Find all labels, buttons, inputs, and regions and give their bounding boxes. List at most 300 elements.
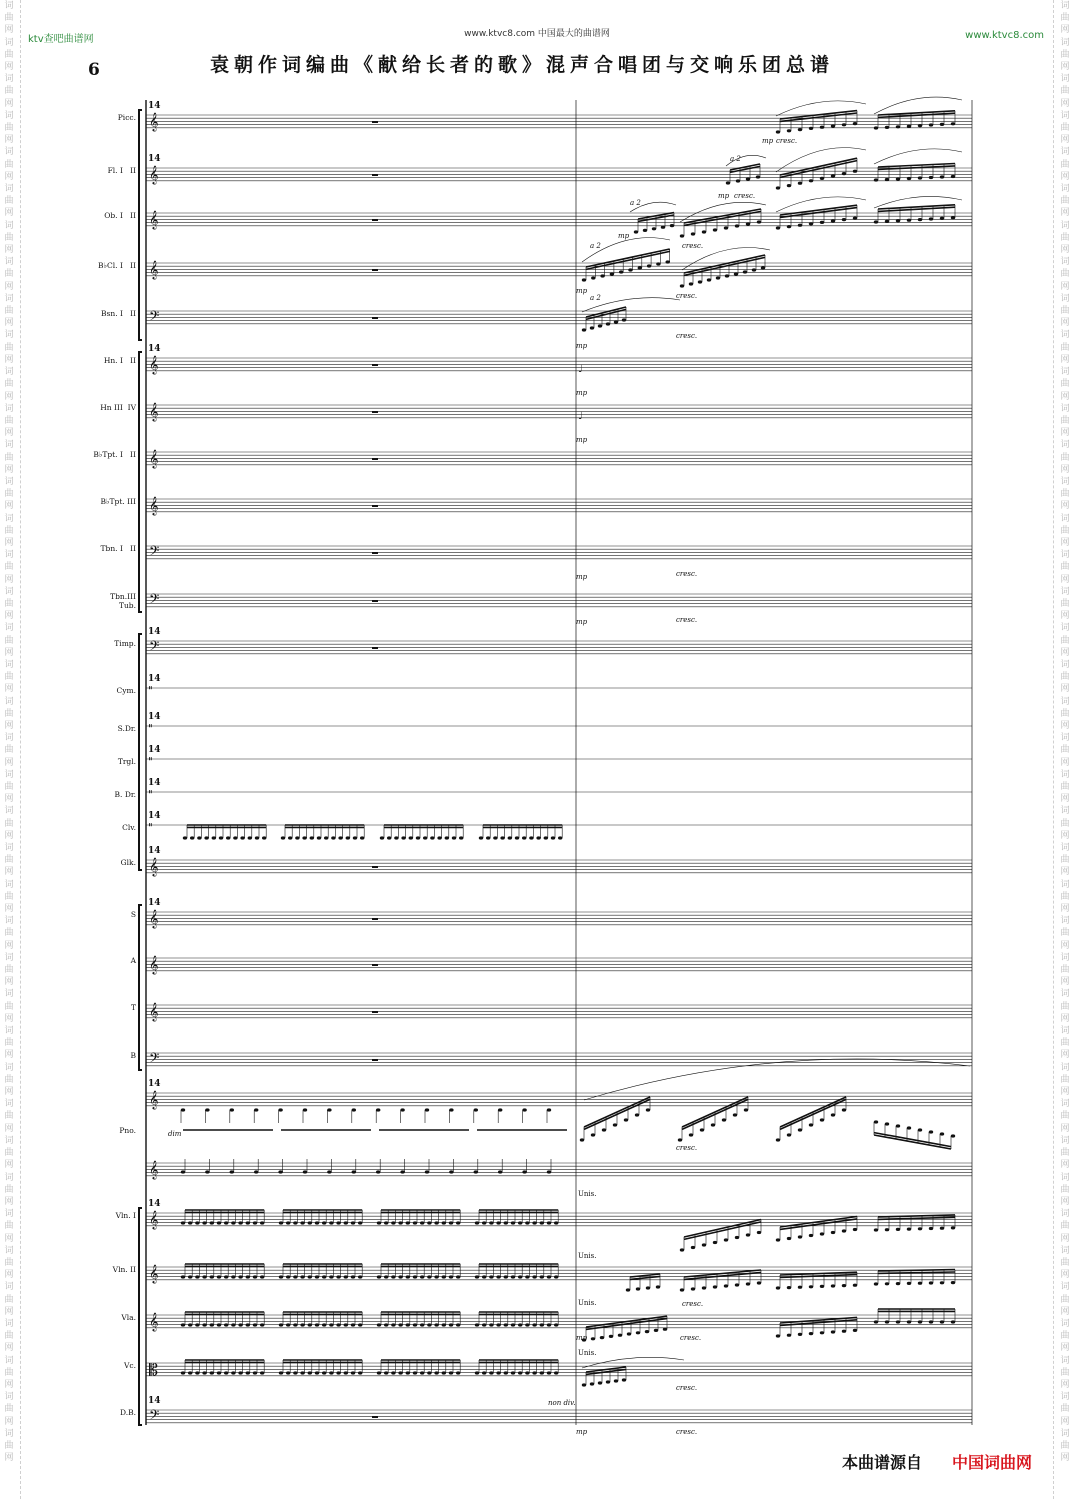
- notehead: [181, 1275, 185, 1278]
- notehead: [756, 175, 760, 178]
- piano-run: [580, 1097, 650, 1142]
- notehead: [498, 1170, 502, 1173]
- notehead: [885, 1320, 889, 1323]
- clef-icon: 𝄞: [149, 449, 159, 468]
- dynamic-mp: mp: [576, 287, 588, 295]
- notehead: [315, 1371, 319, 1374]
- notehead: [217, 1221, 221, 1224]
- notehead: [700, 1128, 704, 1131]
- notehead: [416, 836, 420, 839]
- notehead: [940, 123, 944, 126]
- notehead: [413, 1221, 417, 1224]
- dynamic-cresc: cresc.: [676, 1384, 698, 1392]
- notehead: [303, 1170, 307, 1173]
- notehead: [532, 1275, 536, 1278]
- dynamic-mp: mp: [718, 192, 730, 200]
- clef-icon: 𝄞: [149, 355, 159, 374]
- instrument-label: Tbn.III Tub.: [110, 592, 136, 610]
- rest-mark: [372, 174, 378, 176]
- measure-number: 14: [148, 1396, 161, 1406]
- notehead: [525, 1275, 529, 1278]
- flute-run: [776, 158, 857, 189]
- clef-icon: 𝄞: [149, 1210, 159, 1229]
- cello-run: [582, 1367, 626, 1387]
- violin1-run: [776, 1217, 857, 1242]
- notehead: [776, 130, 780, 133]
- measure-number: 14: [148, 745, 161, 755]
- notehead: [360, 836, 364, 839]
- notehead: [511, 1275, 515, 1278]
- violin1-run: [874, 1215, 955, 1232]
- notehead: [475, 1371, 479, 1374]
- notehead: [853, 217, 857, 220]
- notehead: [238, 1275, 242, 1278]
- marking-a2: a 2: [630, 199, 641, 207]
- header-right-site[interactable]: www.ktvc8.com: [965, 30, 1044, 41]
- notehead: [525, 1221, 529, 1224]
- notehead: [787, 1334, 791, 1337]
- notehead: [427, 1221, 431, 1224]
- notehead: [842, 1284, 846, 1287]
- dynamic-cresc: cresc.: [676, 332, 698, 340]
- notehead: [885, 1282, 889, 1285]
- notehead: [400, 1170, 404, 1173]
- notehead: [532, 1221, 536, 1224]
- notehead: [217, 1275, 221, 1278]
- instrument-label: S: [130, 910, 136, 919]
- notehead: [746, 177, 750, 180]
- notehead: [442, 1275, 446, 1278]
- notehead: [482, 1371, 486, 1374]
- chord-note: ♩: [578, 364, 583, 375]
- staff-fl-i-ii: [146, 168, 972, 181]
- notehead: [929, 1130, 933, 1133]
- notehead: [391, 1323, 395, 1326]
- notehead: [929, 1320, 933, 1323]
- group-bracket: [139, 905, 142, 1070]
- notehead: [456, 1323, 460, 1326]
- notehead: [842, 1229, 846, 1232]
- clef-icon: 𝄢: [149, 543, 160, 562]
- notehead: [907, 1320, 911, 1323]
- staff-piano-lower: [146, 1163, 972, 1176]
- notehead: [260, 1371, 264, 1374]
- notehead: [853, 1329, 857, 1332]
- notehead: [281, 836, 285, 839]
- notehead: [434, 1323, 438, 1326]
- rest-mark: [372, 918, 378, 920]
- notehead: [951, 122, 955, 125]
- notehead: [400, 1108, 404, 1111]
- staff-hn-iii-iv: [146, 405, 972, 418]
- notehead: [798, 1128, 802, 1131]
- notehead: [413, 1371, 417, 1374]
- notehead: [358, 1323, 362, 1326]
- notehead: [809, 1332, 813, 1335]
- notehead: [776, 1238, 780, 1241]
- notehead: [475, 1323, 479, 1326]
- marking-unis: Unis.: [578, 1349, 597, 1357]
- staff-vc: [146, 1363, 972, 1376]
- notehead: [540, 1221, 544, 1224]
- notehead: [918, 1227, 922, 1230]
- piano-chord: [352, 1108, 356, 1123]
- notehead: [358, 1221, 362, 1224]
- piano-chord: [254, 1108, 258, 1123]
- marking-a2: a 2: [590, 242, 601, 250]
- notehead: [798, 182, 802, 185]
- notehead: [842, 123, 846, 126]
- notehead: [713, 228, 717, 231]
- notehead: [384, 1221, 388, 1224]
- notehead: [554, 1323, 558, 1326]
- notehead: [757, 1281, 761, 1284]
- notehead: [918, 218, 922, 221]
- notehead: [344, 1371, 348, 1374]
- notehead: [698, 280, 702, 283]
- notehead: [874, 1120, 878, 1123]
- measure-number: 14: [148, 101, 161, 111]
- instrument-label: Clv.: [122, 823, 136, 832]
- measure-number: 14: [148, 898, 161, 908]
- dynamic-cresc: cresc.: [682, 242, 704, 250]
- notehead: [735, 1283, 739, 1286]
- notehead: [286, 1371, 290, 1374]
- notehead: [377, 1221, 381, 1224]
- notehead: [449, 1323, 453, 1326]
- notehead: [427, 1275, 431, 1278]
- header-url: www.ktvc8.com 中国最大的曲谱网: [464, 29, 610, 39]
- notehead: [757, 1231, 761, 1234]
- dynamic-dim: dim: [168, 1130, 182, 1138]
- piano-run: [678, 1097, 748, 1142]
- rest-mark: [372, 1011, 378, 1013]
- notehead: [456, 1221, 460, 1224]
- notehead: [504, 1323, 508, 1326]
- dynamic-mp: mp: [576, 1334, 588, 1342]
- notehead: [300, 1371, 304, 1374]
- notehead: [188, 1371, 192, 1374]
- notehead: [809, 127, 813, 130]
- notehead: [554, 1221, 558, 1224]
- staff-glk: [146, 860, 972, 873]
- notehead: [456, 1275, 460, 1278]
- notehead: [885, 126, 889, 129]
- notehead: [716, 276, 720, 279]
- notehead: [315, 1323, 319, 1326]
- group-bracket: [139, 352, 142, 612]
- notehead: [425, 1108, 429, 1111]
- notehead: [929, 217, 933, 220]
- notehead: [493, 836, 497, 839]
- notehead: [511, 1371, 515, 1374]
- notehead: [622, 318, 626, 321]
- piano-chord: [474, 1108, 478, 1123]
- notehead: [434, 1275, 438, 1278]
- notehead: [336, 1323, 340, 1326]
- notehead: [322, 1323, 326, 1326]
- clef-icon: 𝄞: [149, 402, 159, 421]
- notehead: [212, 836, 216, 839]
- notehead: [547, 1371, 551, 1374]
- notehead: [907, 219, 911, 222]
- notehead: [254, 1170, 258, 1173]
- notehead: [842, 172, 846, 175]
- notehead: [558, 836, 562, 839]
- violin2-run: [776, 1272, 857, 1289]
- notehead: [614, 320, 618, 323]
- notehead: [622, 1378, 626, 1381]
- staff-vln-ii: [146, 1267, 972, 1280]
- notehead: [820, 1331, 824, 1334]
- notehead: [293, 1323, 297, 1326]
- notehead: [776, 186, 780, 189]
- piano-chord: [376, 1108, 380, 1123]
- staff-b-tpt-iii: [146, 499, 972, 512]
- notehead: [820, 221, 824, 224]
- notehead: [352, 1170, 356, 1173]
- clef-icon: 𝄢: [149, 591, 160, 610]
- notehead: [809, 179, 813, 182]
- instrument-label: D.B.: [119, 1408, 136, 1417]
- measure-number: 14: [148, 154, 161, 164]
- notehead: [678, 1138, 682, 1141]
- notehead: [351, 1323, 355, 1326]
- notehead: [442, 1323, 446, 1326]
- notehead: [733, 1113, 737, 1116]
- rest-mark: [372, 600, 378, 602]
- clef-icon: 𝄞: [149, 496, 159, 515]
- notehead: [598, 1381, 602, 1384]
- notehead: [489, 1371, 493, 1374]
- instrument-label: Timp.: [114, 639, 136, 648]
- clef-icon: 𝄞: [149, 909, 159, 928]
- notehead: [809, 1234, 813, 1237]
- notehead: [842, 1108, 846, 1111]
- notehead: [387, 836, 391, 839]
- notehead: [670, 224, 674, 227]
- marking-a2: a 2: [590, 294, 601, 302]
- notehead: [776, 1138, 780, 1141]
- rest-mark: [372, 552, 378, 554]
- notehead: [231, 1323, 235, 1326]
- footer-source-site[interactable]: 中国词曲网: [952, 1453, 1033, 1472]
- notehead: [643, 229, 647, 232]
- oboe-run: [634, 213, 674, 234]
- notehead: [406, 1371, 410, 1374]
- notehead: [702, 230, 706, 233]
- staff-b: [146, 1053, 972, 1066]
- notehead: [634, 230, 638, 233]
- notehead: [300, 1323, 304, 1326]
- notehead: [874, 1320, 878, 1323]
- notehead: [246, 1275, 250, 1278]
- notehead: [317, 836, 321, 839]
- notehead: [308, 1221, 312, 1224]
- notehead: [279, 1221, 283, 1224]
- notehead: [253, 1221, 257, 1224]
- notehead: [752, 268, 756, 271]
- oboe-run: [874, 205, 955, 224]
- notehead: [907, 1282, 911, 1285]
- dynamic-cresc: cresc.: [682, 1300, 704, 1308]
- notehead: [231, 1221, 235, 1224]
- notehead: [346, 836, 350, 839]
- notehead: [896, 219, 900, 222]
- notehead: [344, 1221, 348, 1224]
- notehead: [188, 1275, 192, 1278]
- notehead: [590, 1382, 594, 1385]
- notehead: [474, 1170, 478, 1173]
- notehead: [652, 227, 656, 230]
- notehead: [511, 1323, 515, 1326]
- notehead: [308, 1371, 312, 1374]
- notehead: [253, 1275, 257, 1278]
- violin2-run: [874, 1270, 955, 1286]
- notehead: [496, 1323, 500, 1326]
- notehead: [624, 1118, 628, 1121]
- notehead: [310, 836, 314, 839]
- notehead: [885, 178, 889, 181]
- notehead: [231, 1371, 235, 1374]
- instrument-label: Hn III IV: [100, 403, 136, 412]
- notehead: [489, 1221, 493, 1224]
- notehead: [437, 836, 441, 839]
- notehead: [820, 177, 824, 180]
- score-title: 袁朝作词编曲《献给长者的歌》混声合唱团与交响乐团总谱: [210, 54, 835, 76]
- notehead: [776, 1286, 780, 1289]
- notehead: [230, 1108, 234, 1111]
- notehead: [635, 1113, 639, 1116]
- notehead: [351, 1275, 355, 1278]
- notehead: [253, 1371, 257, 1374]
- notehead: [798, 128, 802, 131]
- notehead: [474, 1108, 478, 1111]
- notehead: [188, 1323, 192, 1326]
- notehead: [540, 1323, 544, 1326]
- notehead: [518, 1275, 522, 1278]
- notehead: [459, 836, 463, 839]
- notehead: [425, 1170, 429, 1173]
- notehead: [885, 220, 889, 223]
- notehead: [504, 1371, 508, 1374]
- notehead: [787, 1133, 791, 1136]
- notehead: [547, 1323, 551, 1326]
- notehead: [456, 1371, 460, 1374]
- notehead: [336, 1275, 340, 1278]
- notehead: [529, 836, 533, 839]
- instrument-label: Glk.: [120, 858, 136, 867]
- notehead: [554, 1371, 558, 1374]
- notehead: [224, 1221, 228, 1224]
- notehead: [831, 1284, 835, 1287]
- notehead: [776, 1334, 780, 1337]
- notehead: [820, 1118, 824, 1121]
- notehead: [475, 1275, 479, 1278]
- notehead: [918, 1320, 922, 1323]
- notehead: [896, 125, 900, 128]
- notehead: [636, 1331, 640, 1334]
- notehead: [613, 1123, 617, 1126]
- notehead: [351, 1371, 355, 1374]
- notehead: [202, 1323, 206, 1326]
- notehead: [288, 836, 292, 839]
- notehead: [724, 1284, 728, 1287]
- piano-chord: [522, 1108, 526, 1123]
- violin1-run: [680, 1220, 761, 1252]
- notehead: [188, 1221, 192, 1224]
- chord-note: ♩: [578, 411, 583, 422]
- notehead: [711, 1123, 715, 1126]
- notehead: [219, 836, 223, 839]
- notehead: [329, 1323, 333, 1326]
- dynamic-cresc: cresc.: [676, 292, 698, 300]
- notehead: [377, 1323, 381, 1326]
- watermark-left-column: 词曲网词曲网词曲网词曲网词曲网词曲网词曲网词曲网词曲网词曲网词曲网词曲网词曲网词曲网词曲网词曲网词曲网词曲网词曲网词曲网词曲网词曲网词曲网词曲网词曲网词曲网词曲网词曲网词曲网词曲网词曲网词曲网词曲网词曲网词曲网词曲网词曲网词曲网词曲网词曲网: [4, 1, 14, 1464]
- instrument-label: T: [130, 1003, 136, 1012]
- notehead: [907, 125, 911, 128]
- notehead: [547, 1221, 551, 1224]
- notehead: [896, 1124, 900, 1127]
- instrument-label: S.Dr.: [117, 724, 136, 733]
- notehead: [809, 1123, 813, 1126]
- notehead: [951, 1281, 955, 1284]
- dynamic-cresc: cresc.: [676, 1144, 698, 1152]
- notehead: [224, 1371, 228, 1374]
- notehead: [518, 1323, 522, 1326]
- piano-chord: [498, 1108, 502, 1123]
- notehead: [951, 1320, 955, 1323]
- header-left-site[interactable]: ktv查吧曲谱网: [28, 34, 94, 45]
- notehead: [479, 836, 483, 839]
- notehead: [522, 836, 526, 839]
- notehead: [618, 1334, 622, 1337]
- clef-icon: 𝄥: [149, 684, 152, 694]
- notehead: [224, 1275, 228, 1278]
- piano-chord: [547, 1108, 551, 1123]
- notehead: [423, 836, 427, 839]
- clef-icon: 𝄡: [149, 1360, 158, 1379]
- notehead: [500, 836, 504, 839]
- notehead: [384, 1371, 388, 1374]
- notehead: [351, 1221, 355, 1224]
- notehead: [626, 1288, 630, 1291]
- notehead: [329, 1371, 333, 1374]
- page-number: 6: [88, 60, 100, 80]
- notehead: [190, 836, 194, 839]
- staff-timp: [146, 641, 972, 654]
- notehead: [532, 1323, 536, 1326]
- notehead: [532, 1371, 536, 1374]
- notehead: [452, 836, 456, 839]
- notehead: [874, 1282, 878, 1285]
- notehead: [525, 1371, 529, 1374]
- notehead: [210, 1371, 214, 1374]
- notehead: [496, 1371, 500, 1374]
- notehead: [260, 1275, 264, 1278]
- notehead: [713, 1241, 717, 1244]
- piano-chord: [230, 1108, 234, 1123]
- notehead: [376, 1108, 380, 1111]
- notehead: [230, 1170, 234, 1173]
- notehead: [434, 1221, 438, 1224]
- notehead: [929, 176, 933, 179]
- notehead: [874, 220, 878, 223]
- staff-hn-i-ii: [146, 358, 972, 371]
- notehead: [680, 234, 684, 237]
- clef-icon: 𝄢: [149, 638, 160, 657]
- notehead: [504, 1221, 508, 1224]
